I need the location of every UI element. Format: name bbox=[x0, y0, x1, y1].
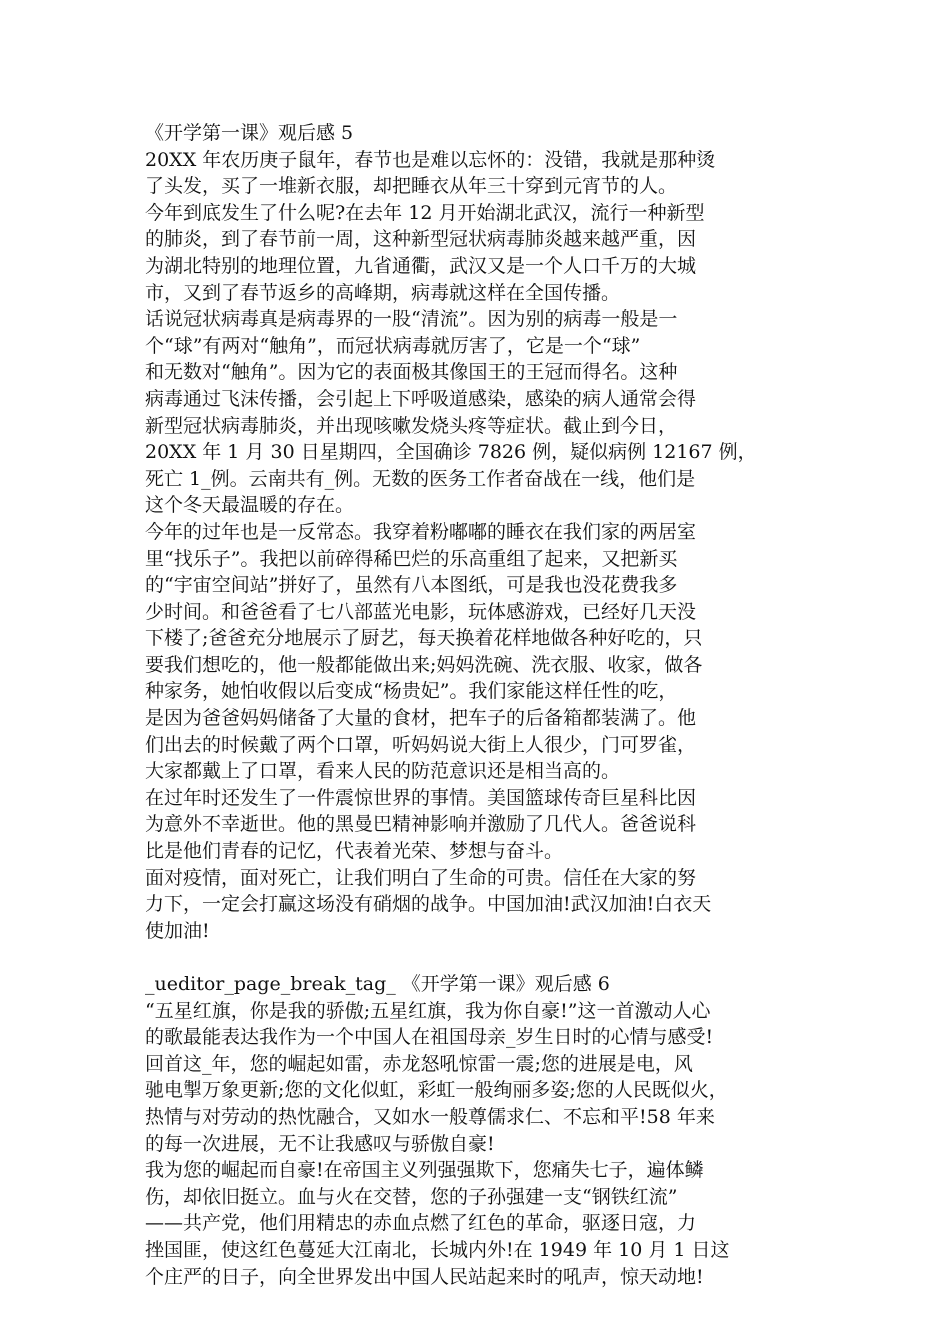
text-line: 今年的过年也是一反常态。我穿着粉嘟嘟的睡衣在我们家的两居室 bbox=[145, 520, 697, 543]
text-line: 的“宇宙空间站”拼好了，虽然有八本图纸，可是我也没花费我多 bbox=[145, 574, 678, 597]
text-line: 话说冠状病毒真是病毒界的一股“清流”。因为别的病毒一般是一 bbox=[145, 308, 678, 331]
text-line: 热情与对劳动的热忱融合，又如水一般尊儒求仁、不忘和平!58 年来 bbox=[145, 1105, 715, 1128]
text-line: 为意外不幸逝世。他的黑曼巴精神影响并激励了几代人。爸爸说科 bbox=[145, 813, 697, 836]
text-line: 要我们想吃的，他一般都能做出来;妈妈洗碗、洗衣服、收家，做各 bbox=[145, 653, 703, 676]
text-line: 为湖北特别的地理位置，九省通衢，武汉又是一个人口千万的大城 bbox=[145, 254, 697, 277]
text-line: 伤，却依旧挺立。血与火在交替，您的子孙强建一支“钢铁红流” bbox=[145, 1185, 678, 1208]
text-line: 比是他们青春的记忆，代表着光荣、梦想与奋斗。 bbox=[145, 840, 564, 863]
text-line: 的歌最能表达我作为一个中国人在祖国母亲_岁生日时的心情与感受! bbox=[145, 1026, 714, 1049]
text-line: 20XX 年农历庚子鼠年，春节也是难以忘怀的：没错，我就是那种烫 bbox=[145, 148, 716, 171]
text-line: 病毒通过飞沫传播，会引起上下呼吸道感染，感染的病人通常会得 bbox=[145, 387, 697, 410]
text-line: 了头发，买了一堆新衣服，却把睡衣从年三十穿到元宵节的人。 bbox=[145, 175, 678, 198]
text-line: 新型冠状病毒肺炎，并出现咳嗽发烧头疼等症状。截止到今日， bbox=[145, 414, 678, 437]
text-line: 在过年时还发生了一件震惊世界的事情。美国篮球传奇巨星科比因 bbox=[145, 786, 697, 809]
text-line: 个庄严的日子，向全世界发出中国人民站起来时的吼声，惊天动地! bbox=[145, 1265, 704, 1288]
text-line: 里“找乐子”。我把以前碎得稀巴烂的乐高重组了起来，又把新买 bbox=[145, 547, 678, 570]
blank-line bbox=[145, 944, 815, 971]
text-line: 的每一次进展，无不让我感叹与骄傲自豪! bbox=[145, 1132, 495, 1155]
text-line: 今年到底发生了什么呢?在去年 12 月开始湖北武汉，流行一种新型 bbox=[145, 201, 705, 224]
text-line: 个“球”有两对“触角”，而冠状病毒就厉害了，它是一个“球” bbox=[145, 334, 641, 357]
text-line: 这个冬天最温暖的存在。 bbox=[145, 494, 355, 517]
text-line: 挫国匪，使这红色蔓延大江南北，长城内外!在 1949 年 10 月 1 日这 bbox=[145, 1238, 730, 1261]
text-line: 《开学第一课》观后感 5 bbox=[145, 122, 354, 144]
text-line: 的肺炎，到了春节前一周，这种新型冠状病毒肺炎越来越严重，因 bbox=[145, 228, 697, 251]
text-line: “五星红旗，你是我的骄傲;五星红旗，我为你自豪!”这一首激动人心 bbox=[145, 999, 711, 1022]
document-body bbox=[145, 120, 815, 1290]
text-line: 面对疫情，面对死亡，让我们明白了生命的可贵。信任在大家的努 bbox=[145, 866, 697, 889]
text-line: 大家都戴上了口罩，看来人民的防范意识还是相当高的。 bbox=[145, 760, 621, 783]
text-line: 回首这_年，您的崛起如雷，赤龙怒吼惊雷一震;您的进展是电，风 bbox=[145, 1052, 693, 1075]
text-line: _ueditor_page_break_tag_ 《开学第一课》观后感 6 bbox=[145, 973, 610, 995]
text-line: 驰电掣万象更新;您的文化似虹，彩虹一般绚丽多姿;您的人民既似火， bbox=[145, 1079, 728, 1102]
text-line: 们出去的时候戴了两个口罩，听妈妈说大街上人很少，门可罗雀， bbox=[145, 733, 697, 756]
text-line: 少时间。和爸爸看了七八部蓝光电影，玩体感游戏，已经好几天没 bbox=[145, 600, 697, 623]
text-line: 市，又到了春节返乡的高峰期，病毒就这样在全国传播。 bbox=[145, 281, 621, 304]
text-line: ——共产党，他们用精忠的赤血点燃了红色的革命，驱逐日寇，力 bbox=[145, 1212, 697, 1235]
text-line: 20XX 年 1 月 30 日星期四，全国确诊 7826 例，疑似病例 12167 例， bbox=[145, 441, 757, 464]
text-line: 我为您的崛起而自豪!在帝国主义列强强欺下，您痛失七子，遍体鳞 bbox=[145, 1159, 704, 1182]
text-line: 是因为爸爸妈妈储备了大量的食材，把车子的后备箱都装满了。他 bbox=[145, 707, 697, 730]
text-line: 种家务，她怕收假以后变成“杨贵妃”。我们家能这样任性的吃， bbox=[145, 680, 678, 703]
text-line: 使加油! bbox=[145, 919, 210, 942]
text-line: 下楼了;爸爸充分地展示了厨艺，每天换着花样地做各种好吃的，只 bbox=[145, 627, 703, 650]
text-line: 和无数对“触角”。因为它的表面极其像国王的王冠而得名。这种 bbox=[145, 361, 678, 384]
text-line: 死亡 1_例。云南共有_例。无数的医务工作者奋战在一线，他们是 bbox=[145, 467, 696, 490]
text-line: 力下，一定会打赢这场没有硝烟的战争。中国加油!武汉加油!白衣天 bbox=[145, 893, 712, 916]
